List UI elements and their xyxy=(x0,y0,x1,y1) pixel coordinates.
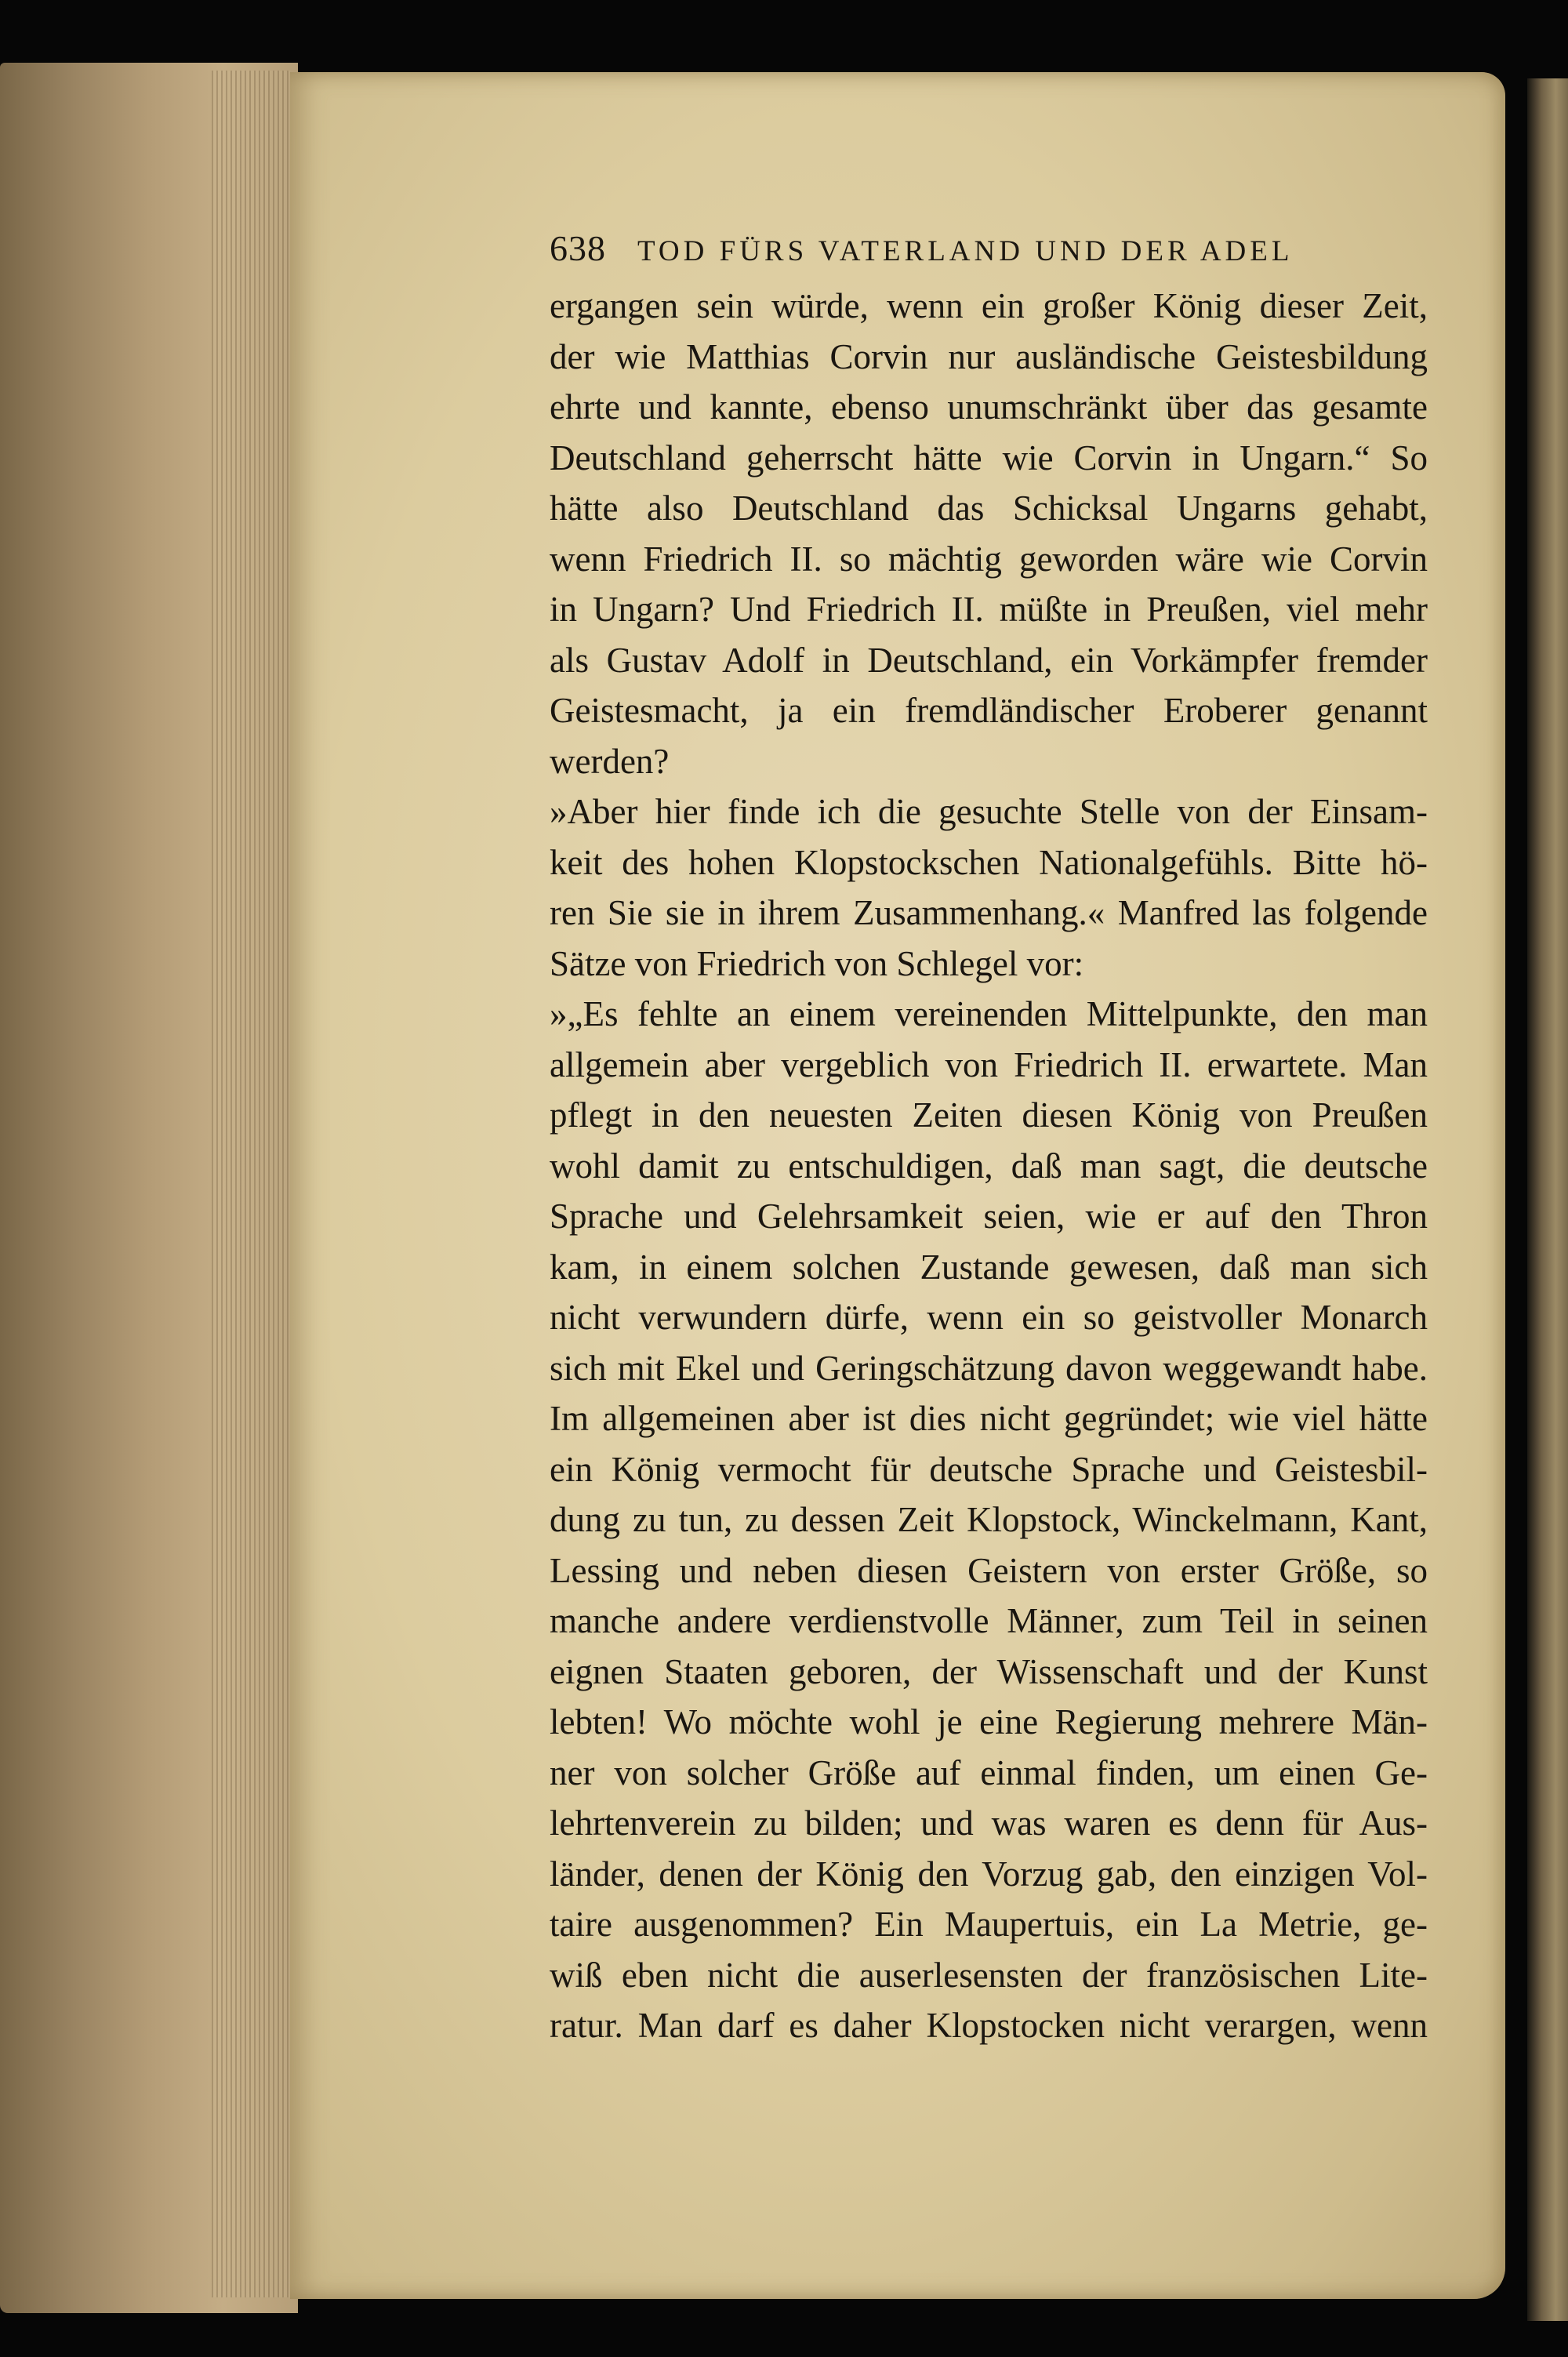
page-edge-texture xyxy=(212,71,290,2297)
text-line: wenn Friedrich II. so mächtig geworden wäre wie Corvin xyxy=(550,539,1428,579)
text-line: Sätze von Friedrich von Schlegel vor: xyxy=(550,943,1084,983)
text-line: ren Sie sie in ihrem Zusammenhang.« Manfred las folgende xyxy=(550,893,1428,932)
text-line: eignen Staaten geboren, der Wissenschaft und der Kunst xyxy=(550,1651,1428,1691)
text-line: keit des hohen Klopstockschen Nationalgefühls. Bitte hö- xyxy=(550,842,1428,882)
text-line: Im allgemeinen aber ist dies nicht gegründet; wie viel hätte xyxy=(550,1399,1428,1438)
text-line: »„Es fehlte an einem vereinenden Mittelpunkte, den man xyxy=(550,994,1428,1033)
text-line: allgemein aber vergeblich von Friedrich II. erwartete. Man xyxy=(550,1044,1428,1084)
text-line: lehrtenverein zu bilden; und was waren es denn für Aus- xyxy=(550,1803,1428,1843)
text-line: ner von solcher Größe auf einmal finden, um einen Ge- xyxy=(550,1752,1428,1792)
text-line: ratur. Man darf es daher Klopstocken nicht verargen, wenn xyxy=(550,2006,1428,2045)
text-line: manche andere verdienstvolle Männer, zum Teil in seinen xyxy=(550,1601,1428,1640)
text-line: als Gustav Adolf in Deutschland, ein Vorkämpfer fremder xyxy=(550,640,1428,680)
text-line: ergangen sein würde, wenn ein großer König dieser Zeit, xyxy=(550,286,1428,325)
text-line: ehrte und kannte, ebenso unumschränkt über das gesamte xyxy=(550,387,1428,427)
text-line: Lessing und neben diesen Geistern von erster Größe, so xyxy=(550,1550,1428,1590)
text-line: der wie Matthias Corvin nur ausländische Geistesbildung xyxy=(550,336,1428,376)
text-line: pflegt in den neuesten Zeiten diesen König von Preußen xyxy=(550,1095,1428,1135)
text-line: hätte also Deutschland das Schicksal Ungarns gehabt, xyxy=(550,488,1428,528)
text-line: Sprache und Gelehrsamkeit seien, wie er auf den Thron xyxy=(550,1197,1428,1236)
text-line: dung zu tun, zu dessen Zeit Klopstock, Winckelmann, Kant, xyxy=(550,1500,1428,1539)
text-line: »Aber hier finde ich die gesuchte Stelle von der Einsam- xyxy=(550,792,1428,831)
body-text xyxy=(550,281,1428,2051)
text-line: länder, denen der König den Vorzug gab, den einzigen Vol- xyxy=(550,1854,1428,1894)
running-header xyxy=(550,227,1451,274)
text-line: ein König vermocht für deutsche Sprache und Geistesbil- xyxy=(550,1449,1428,1489)
text-line: taire ausgenommen? Ein Maupertuis, ein La Metrie, ge- xyxy=(550,1905,1428,1944)
text-line: kam, in einem solchen Zustande gewesen, daß man sich xyxy=(550,1247,1428,1287)
text-line: wohl damit zu entschuldigen, daß man sagt, die deutsche xyxy=(550,1146,1428,1186)
text-line: Geistesmacht, ja ein fremdländischer Eroberer genannt xyxy=(550,691,1428,730)
text-line: wiß eben nicht die auserlesensten der französischen Lite- xyxy=(550,1955,1428,1995)
text-line: werden? xyxy=(550,741,670,781)
facing-page-edge xyxy=(1527,78,1568,2321)
text-line: lebten! Wo möchte wohl je eine Regierung mehrere Män- xyxy=(550,1702,1428,1741)
text-line: in Ungarn? Und Friedrich II. müßte in Preußen, viel mehr xyxy=(550,590,1428,629)
text-line: Deutschland geherrscht hätte wie Corvin in Ungarn.“ So xyxy=(550,438,1428,478)
page-number: 638 xyxy=(550,228,606,268)
text-line: nicht verwundern dürfe, wenn ein so geistvoller Monarch xyxy=(550,1298,1428,1337)
text-line: sich mit Ekel und Geringschätzung davon weggewandt habe. xyxy=(550,1348,1428,1388)
running-title: TOD FÜRS VATERLAND UND DER ADEL xyxy=(637,235,1294,267)
